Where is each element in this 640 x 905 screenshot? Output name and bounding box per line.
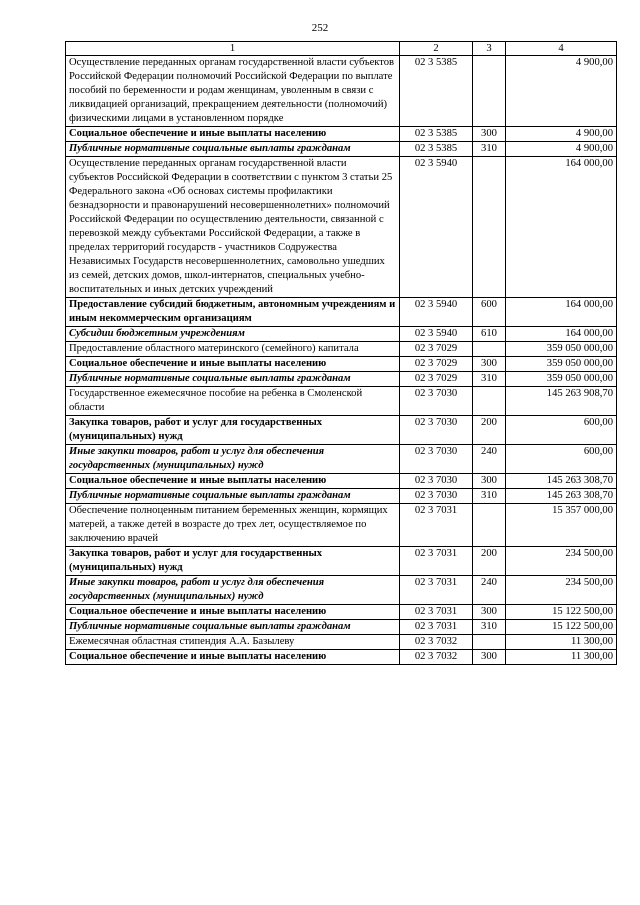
row-name-cell: Субсидии бюджетным учреждениям (66, 327, 400, 342)
table-row (66, 127, 617, 142)
row-name-cell: Социальное обеспечение и иные выплаты населению (66, 474, 400, 489)
row-amount-cell: 145 263 308,70 (506, 489, 617, 504)
row-type-cell: 310 (473, 489, 506, 504)
table-row (66, 387, 617, 416)
row-type-cell: 200 (473, 547, 506, 576)
table-row (66, 142, 617, 157)
row-code-cell: 02 3 5940 (400, 157, 473, 298)
row-code-cell: 02 3 5385 (400, 127, 473, 142)
header-row (66, 42, 617, 56)
header-col-4: 4 (506, 42, 617, 56)
table-row (66, 372, 617, 387)
table-row (66, 157, 617, 298)
row-code-cell: 02 3 7029 (400, 372, 473, 387)
row-amount-cell: 4 900,00 (506, 127, 617, 142)
table-row (66, 489, 617, 504)
row-type-cell: 600 (473, 298, 506, 327)
row-code-cell: 02 3 7029 (400, 357, 473, 372)
table-row (66, 474, 617, 489)
table-row (66, 620, 617, 635)
table-row (66, 342, 617, 357)
row-code-cell: 02 3 7031 (400, 504, 473, 547)
row-type-cell (473, 56, 506, 127)
row-type-cell (473, 635, 506, 650)
row-type-cell: 310 (473, 620, 506, 635)
row-type-cell: 200 (473, 416, 506, 445)
table-row (66, 298, 617, 327)
row-amount-cell: 145 263 308,70 (506, 474, 617, 489)
row-amount-cell: 4 900,00 (506, 142, 617, 157)
row-type-cell: 610 (473, 327, 506, 342)
row-code-cell: 02 3 5940 (400, 327, 473, 342)
row-code-cell: 02 3 7030 (400, 387, 473, 416)
row-code-cell: 02 3 7031 (400, 605, 473, 620)
table-row (66, 445, 617, 474)
row-name-cell: Ежемесячная областная стипендия А.А. Базылеву (66, 635, 400, 650)
row-type-cell: 240 (473, 576, 506, 605)
row-code-cell: 02 3 5385 (400, 56, 473, 127)
row-type-cell: 310 (473, 142, 506, 157)
row-name-cell: Публичные нормативные социальные выплаты гражданам (66, 620, 400, 635)
row-amount-cell: 600,00 (506, 445, 617, 474)
row-name-cell: Иные закупки товаров, работ и услуг для обеспечения государственных (муниципальных) нужд (66, 576, 400, 605)
row-name-cell: Обеспечение полноценным питанием беременных женщин, кормящих матерей, а также детей в возрасте до трех лет, осуществляемое по заключению врачей (66, 504, 400, 547)
row-type-cell: 300 (473, 127, 506, 142)
row-code-cell: 02 3 7029 (400, 342, 473, 357)
row-amount-cell: 359 050 000,00 (506, 372, 617, 387)
table-row (66, 416, 617, 445)
row-code-cell: 02 3 5940 (400, 298, 473, 327)
row-name-cell: Социальное обеспечение и иные выплаты населению (66, 357, 400, 372)
row-amount-cell: 15 122 500,00 (506, 605, 617, 620)
row-amount-cell: 11 300,00 (506, 650, 617, 665)
row-type-cell: 300 (473, 357, 506, 372)
row-amount-cell: 11 300,00 (506, 635, 617, 650)
row-name-cell: Социальное обеспечение и иные выплаты населению (66, 605, 400, 620)
row-code-cell: 02 3 7030 (400, 474, 473, 489)
row-amount-cell: 164 000,00 (506, 327, 617, 342)
table-row (66, 576, 617, 605)
row-amount-cell: 15 357 000,00 (506, 504, 617, 547)
row-type-cell: 300 (473, 650, 506, 665)
table-body (66, 56, 617, 665)
row-code-cell: 02 3 7030 (400, 445, 473, 474)
header-col-2: 2 (400, 42, 473, 56)
row-amount-cell: 234 500,00 (506, 547, 617, 576)
table-row (66, 547, 617, 576)
table-row (66, 650, 617, 665)
row-amount-cell: 600,00 (506, 416, 617, 445)
row-name-cell: Осуществление переданных органам государственной власти субъектов Российской Федерации в соответствии с пунктом 3 статьи 25 Федерального закона «Об основах системы профилактики безнадзорности и правонарушений несовершеннолетних» полномочий Российской Федерации по осуществлению деятельности, связанной с перевозкой между субъектами Российской Федерации, а также в пределах территорий государств - участников Содружества Независимых Государств несовершеннолетних, самовольно ушедших из семей, детских домов, школ-интернатов, специальных учебно-воспитательных и иных детских учреждений (66, 157, 400, 298)
table-header (66, 42, 617, 56)
row-amount-cell: 359 050 000,00 (506, 342, 617, 357)
row-code-cell: 02 3 7032 (400, 650, 473, 665)
row-code-cell: 02 3 7030 (400, 416, 473, 445)
row-type-cell (473, 342, 506, 357)
row-code-cell: 02 3 7030 (400, 489, 473, 504)
row-type-cell: 300 (473, 605, 506, 620)
row-code-cell: 02 3 7031 (400, 547, 473, 576)
row-type-cell: 240 (473, 445, 506, 474)
row-name-cell: Предоставление областного материнского (семейного) капитала (66, 342, 400, 357)
table-row (66, 327, 617, 342)
row-type-cell (473, 157, 506, 298)
table-row (66, 357, 617, 372)
row-code-cell: 02 3 7031 (400, 620, 473, 635)
row-amount-cell: 164 000,00 (506, 157, 617, 298)
row-type-cell (473, 504, 506, 547)
row-amount-cell: 234 500,00 (506, 576, 617, 605)
row-type-cell: 310 (473, 372, 506, 387)
table-row (66, 504, 617, 547)
row-amount-cell: 164 000,00 (506, 298, 617, 327)
row-name-cell: Предоставление субсидий бюджетным, автономным учреждениям и иным некоммерческим организациям (66, 298, 400, 327)
row-name-cell: Социальное обеспечение и иные выплаты населению (66, 650, 400, 665)
row-name-cell: Закупка товаров, работ и услуг для государственных (муниципальных) нужд (66, 547, 400, 576)
header-col-3: 3 (473, 42, 506, 56)
row-code-cell: 02 3 5385 (400, 142, 473, 157)
row-name-cell: Публичные нормативные социальные выплаты гражданам (66, 142, 400, 157)
row-amount-cell: 15 122 500,00 (506, 620, 617, 635)
row-type-cell (473, 387, 506, 416)
page-number: 252 (311, 22, 329, 34)
row-name-cell: Иные закупки товаров, работ и услуг для обеспечения государственных (муниципальных) нужд (66, 445, 400, 474)
table-row (66, 56, 617, 127)
row-name-cell: Закупка товаров, работ и услуг для государственных (муниципальных) нужд (66, 416, 400, 445)
table-row (66, 605, 617, 620)
header-col-1: 1 (66, 42, 400, 56)
row-code-cell: 02 3 7031 (400, 576, 473, 605)
row-name-cell: Осуществление переданных органам государственной власти субъектов Российской Федерации полномочий Российской Федерации по выплате пособий по беременности и родам женщинам, уволенным в связи с ликвидацией организаций, прекращением деятельности (полномочий) физическими лицами в установленном порядке (66, 56, 400, 127)
row-amount-cell: 359 050 000,00 (506, 357, 617, 372)
row-name-cell: Публичные нормативные социальные выплаты гражданам (66, 372, 400, 387)
row-amount-cell: 4 900,00 (506, 56, 617, 127)
table-row (66, 635, 617, 650)
row-name-cell: Социальное обеспечение и иные выплаты населению (66, 127, 400, 142)
row-name-cell: Государственное ежемесячное пособие на ребенка в Смоленской области (66, 387, 400, 416)
row-name-cell: Публичные нормативные социальные выплаты гражданам (66, 489, 400, 504)
row-type-cell: 300 (473, 474, 506, 489)
row-code-cell: 02 3 7032 (400, 635, 473, 650)
budget-table (65, 41, 617, 665)
row-amount-cell: 145 263 908,70 (506, 387, 617, 416)
